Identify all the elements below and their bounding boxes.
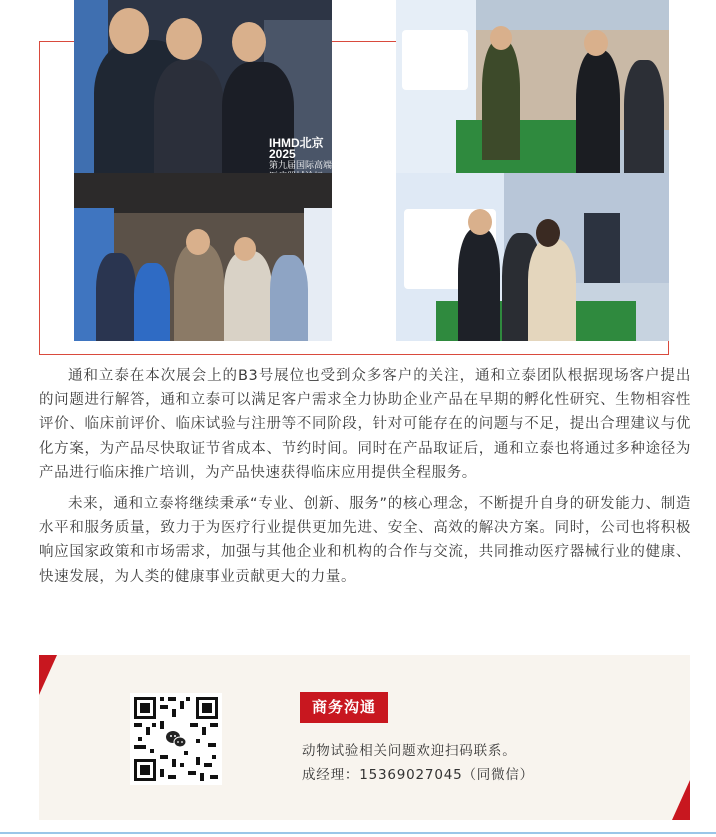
contact-card: [39, 655, 690, 820]
photo-1-caption-title: IHMD北京2025: [269, 136, 324, 161]
photo-1-caption-subtitle: 第九届国际高端: [269, 160, 333, 170]
event-photo-4: [396, 173, 669, 341]
article-paragraph-1: 通和立泰在本次展会上的B3号展位也受到众多客户的关注，通和立泰团队根据现场客户提出的问题进行解答，通和立泰可以满足客户需求全力协助企业产品在早期的孵化性研究、生物相容性评价、临床前评价、临床试验与注册等不同阶段，针对可能存在的问题与不足，提出合理建议与优化方案，为产品尽快取证节省成本、节约时间。同时在产品取证后，通和立泰也将通过多种途径为产品进行临床推广培训，为产品快速获得临床应用提供全程服务。: [39, 368, 691, 481]
contact-info-line-1: 动物试验相关问题欢迎扫码联系。: [302, 743, 517, 759]
article-body: [39, 364, 691, 596]
wechat-qr-code[interactable]: [130, 693, 222, 785]
corner-decoration-top-left: [39, 655, 57, 695]
bottom-divider: [0, 832, 716, 834]
corner-decoration-bottom-right: [672, 780, 690, 820]
article-paragraph-2: 未来，通和立泰将继续秉承“专业、创新、服务”的核心理念，不断提升自身的研发能力、制造水平和服务质量，致力于为医疗行业提供更加先进、安全、高效的解决方案。同时，公司也将积极响应国家政策和市场需求，加强与其他企业和机构的合作与交流，共同推动医疗器械行业的健康、快速发展，为人类的健康事业贡献更大的力量。: [39, 496, 691, 585]
qr-code-icon: [130, 693, 222, 785]
event-photo-2: [396, 0, 669, 173]
event-photo-3: [74, 173, 332, 341]
event-photo-1: [74, 0, 332, 173]
contact-info-line-2: 成经理：15369027045（同微信）: [302, 767, 534, 783]
business-contact-title: 商务沟通: [300, 692, 388, 723]
